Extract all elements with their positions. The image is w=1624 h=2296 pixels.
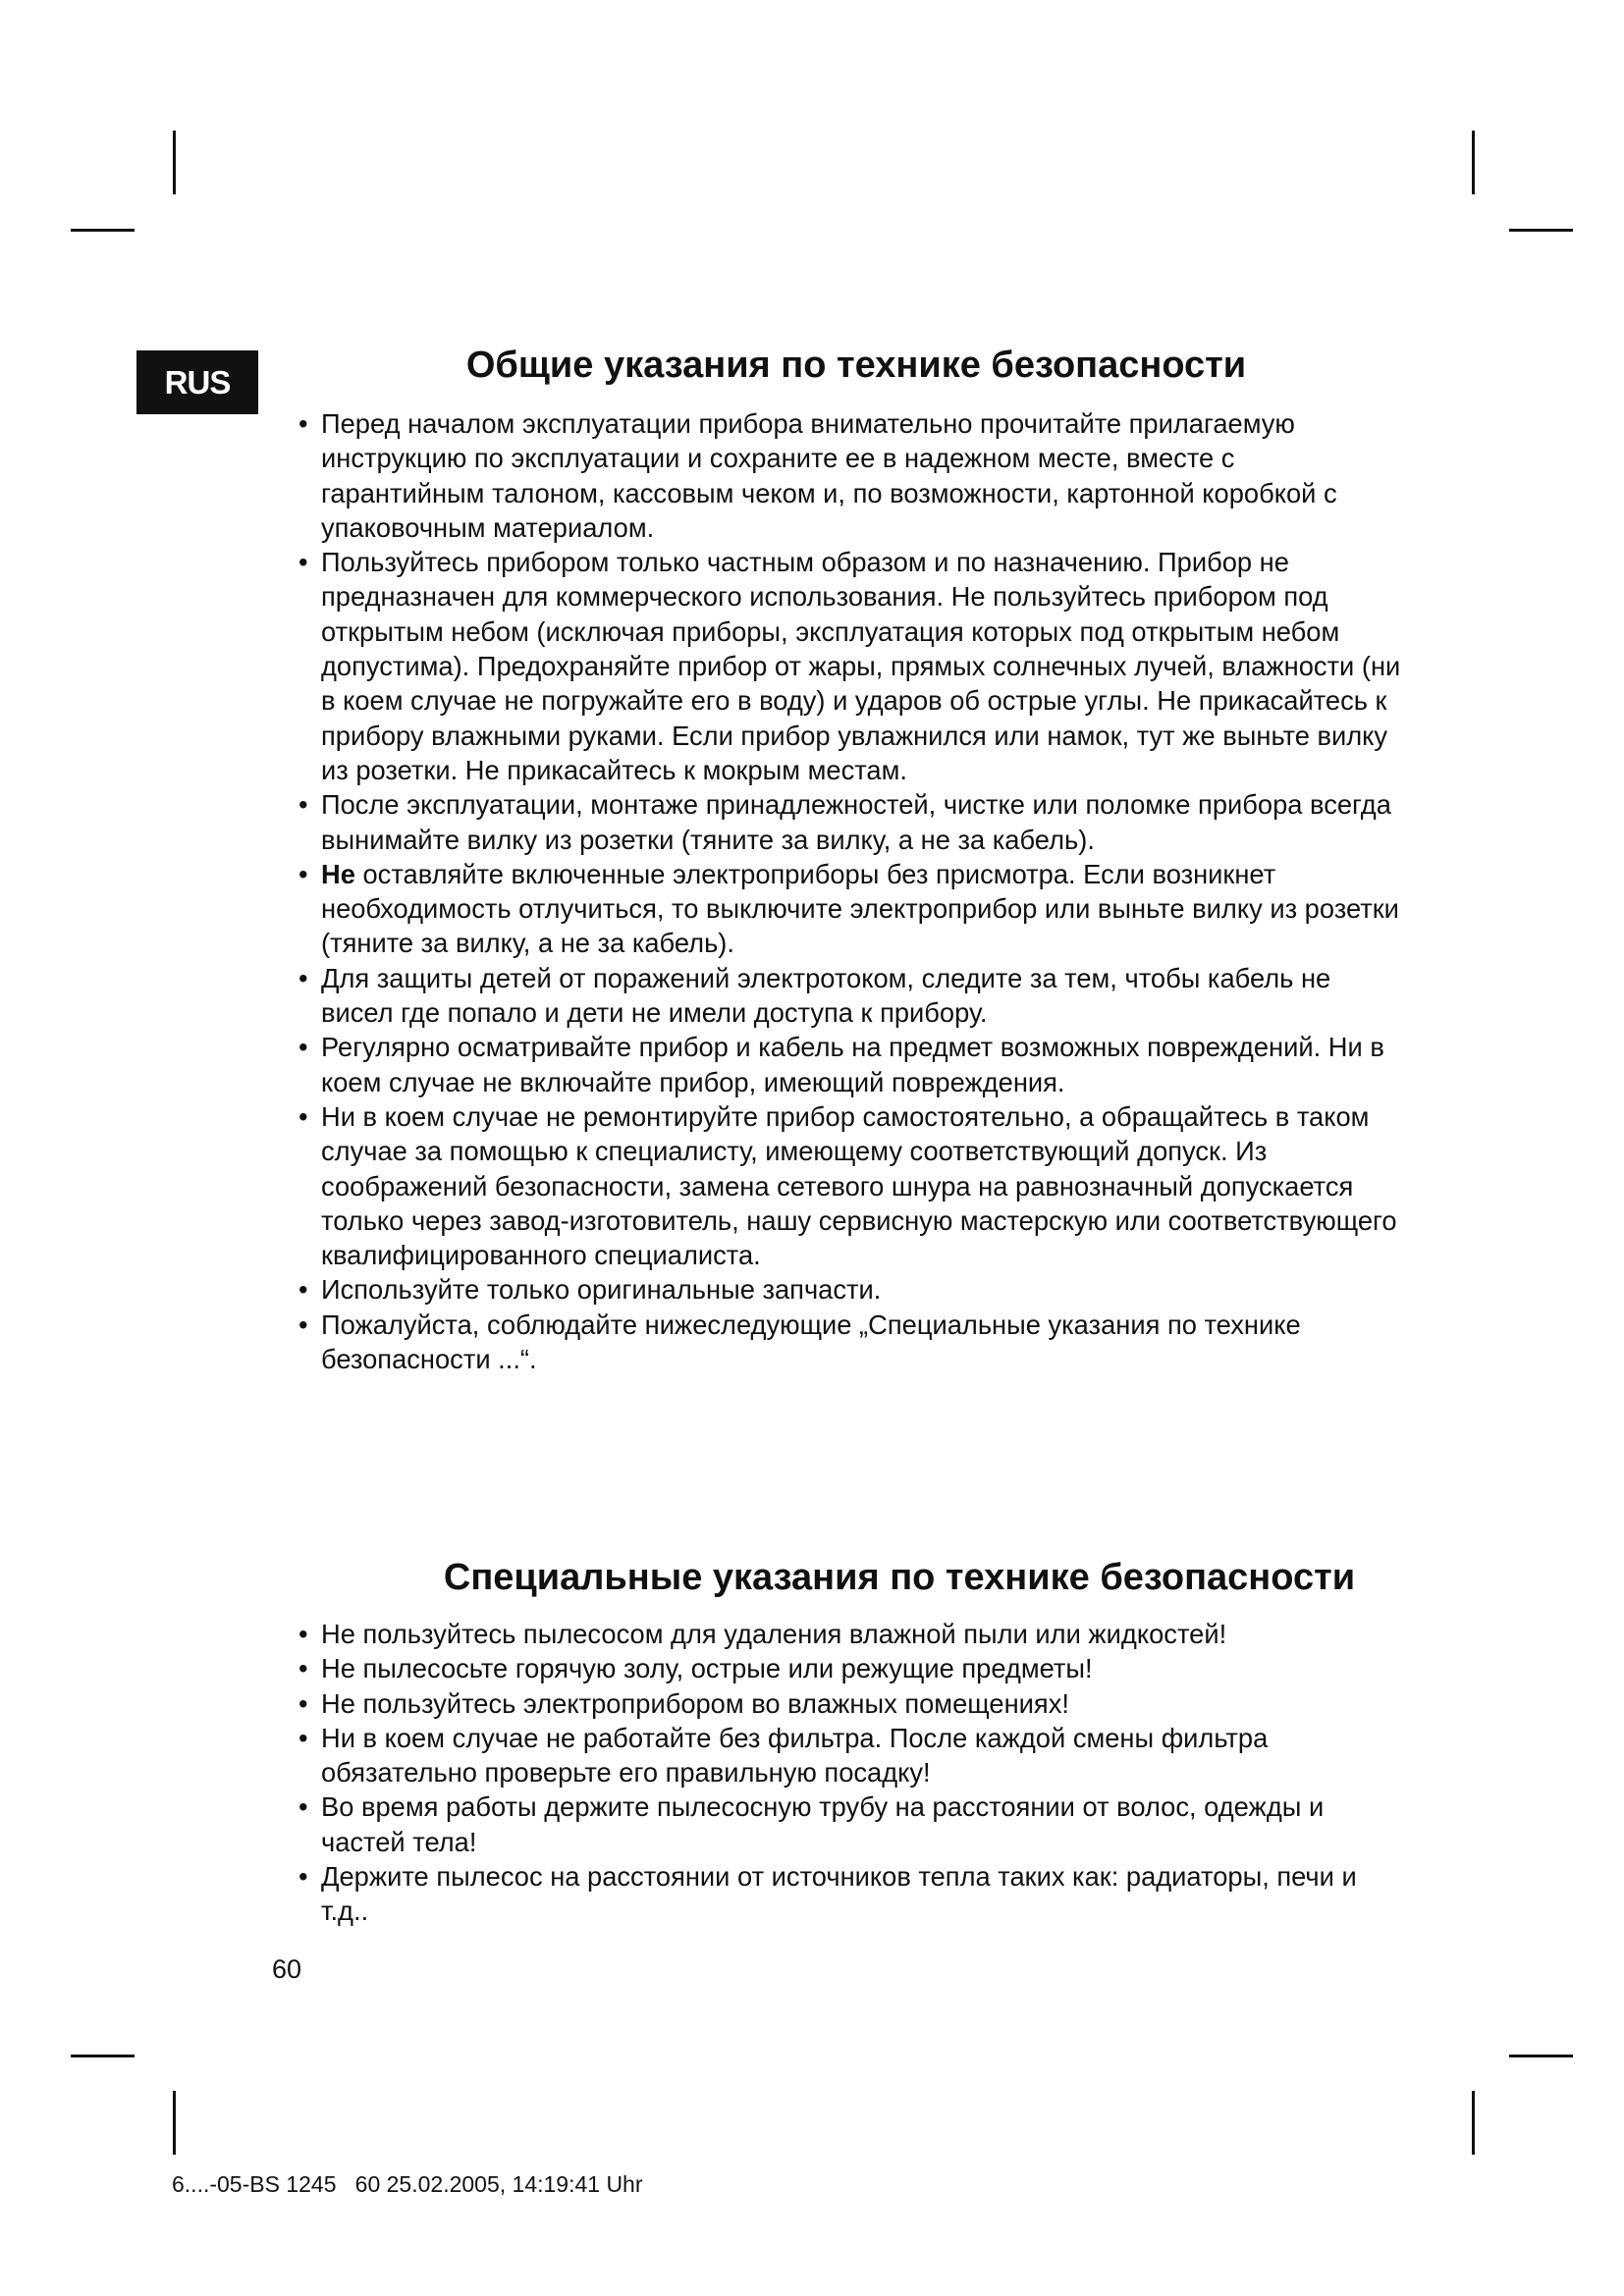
crop-mark-top-left-vertical xyxy=(173,131,176,194)
bullet-icon: • xyxy=(298,547,308,578)
bullet-icon: • xyxy=(298,1619,308,1649)
bullet-icon: • xyxy=(298,1032,308,1063)
list-item: • Регулярно осматривайте прибор и кабель на предмет возможных повреждений. Ни в коем случае не включайте прибор, имеющий повреждения. xyxy=(298,1032,1384,1097)
bullet-icon: • xyxy=(298,789,308,821)
crop-mark-top-right-vertical xyxy=(1472,131,1475,194)
list-item: • Пользуйтесь прибором только частным образом и по назначению. Прибор не предназначен для коммерческого использования. Не пользуйтесь прибором под открытым небом (исключая приборы, эксплуатация которых под открытым небом допустима). Предохраняйте прибор от жары, прямых солнечных лучей, влажности (ни в коем случае не погружайте его в воду) и ударов об острые углы. Не прикасайтесь к прибору влажными руками. Если прибор увлажнился или намок, тут же выньте вилку из розетки. Не прикасайтесь к мокрым местам. xyxy=(298,547,1401,785)
print-footer: 6....-05-BS 1245 60 25.02.2005, 14:19:41 Uhr xyxy=(172,2171,643,2197)
language-tab: RUS xyxy=(136,350,258,414)
bullet-icon: • xyxy=(298,858,308,889)
bullet-icon: • xyxy=(298,1274,308,1306)
crop-mark-top-left-horizontal xyxy=(71,229,135,232)
crop-mark-bottom-left-vertical xyxy=(173,2091,176,2155)
list-item: • Ни в коем случае не работайте без фильтра. После каждой смены фильтра обязательно проверьте его правильную посадку! xyxy=(298,1722,1269,1789)
bullet-icon: • xyxy=(298,1308,308,1340)
bullet-icon: • xyxy=(298,1722,308,1753)
bullet-icon: • xyxy=(298,1687,308,1719)
bullet-icon: • xyxy=(298,1791,308,1823)
list-item: • Держите пылесос на расстоянии от источников тепла таких как: радиаторы, печи и т.д.. xyxy=(298,1861,1357,1927)
crop-mark-bottom-right-horizontal xyxy=(1509,2055,1573,2057)
list-item: • Пожалуйста, соблюдайте нижеследующие „Специальные указания по технике безопасности ...“. xyxy=(298,1308,1301,1375)
list-item: • Для защиты детей от поражений электротоком, следите за тем, чтобы кабель не висел где попало и дети не имели доступа к прибору. xyxy=(298,962,1331,1029)
emphasis: Не xyxy=(321,858,355,889)
list-item: • Используйте только оригинальные запчасти. xyxy=(265,1272,1404,1307)
crop-mark-bottom-left-horizontal xyxy=(71,2055,135,2057)
section-title-special-safety: Специальные указания по технике безопасности xyxy=(443,1557,1356,1598)
bullet-icon: • xyxy=(298,1861,308,1893)
crop-mark-bottom-right-vertical xyxy=(1472,2091,1475,2155)
bullet-icon: • xyxy=(298,1100,308,1132)
bullet-icon: • xyxy=(298,1653,308,1684)
list-item: • Ни в коем случае не ремонтируйте прибор самостоятельно, а обращайтесь в таком случае за помощью к специалисту, имеющему соответствующий допуск. Из соображений безопасности, замена сетевого шнура на равнозначный допускается только через завод-изготовитель, нашу сервисную мастерскую или соответствующего квалифицированного специалиста. xyxy=(298,1100,1397,1271)
list-item: • Не пользуйтесь электроприбором во влажных помещениях! xyxy=(265,1686,1404,1721)
list-item: • Не пользуйтесь пылесосом для удаления влажной пыли или жидкостей! xyxy=(265,1617,1404,1651)
list-item: • После эксплуатации, монтаже принадлежностей, чистке или поломке прибора всегда вынимайте вилку из розетки (тяните за вилку, а не за кабель). xyxy=(298,789,1391,855)
general-safety-list xyxy=(265,406,1404,1376)
special-safety-list xyxy=(265,1617,1404,1929)
list-item: • Во время работы держите пылесосную трубу на расстоянии от волос, одежды и частей тела! xyxy=(298,1791,1325,1857)
section-title-general-safety: Общие указания по технике безопасности xyxy=(465,345,1247,386)
bullet-icon: • xyxy=(298,408,308,439)
page-number: 60 xyxy=(272,1954,302,1984)
list-item: • Перед началом эксплуатации прибора внимательно прочитайте прилагаемую инструкцию по эксплуатации и сохраните ее в надежном месте, вместе с гарантийным талоном, кассовым чеком и, по возможности, картонной коробкой с упаковочным материалом. xyxy=(298,408,1337,543)
bullet-icon: • xyxy=(298,962,308,993)
list-item: • Не пылесосьте горячую золу, острые или режущие предметы! xyxy=(265,1651,1404,1685)
crop-mark-top-right-horizontal xyxy=(1509,229,1573,232)
list-item: • Не оставляйте включенные электроприборы без присмотра. Если возникнет необходимость отлучиться, то выключите электроприбор или выньте вилку из розетки (тяните за вилку, а не за кабель). xyxy=(298,858,1399,959)
